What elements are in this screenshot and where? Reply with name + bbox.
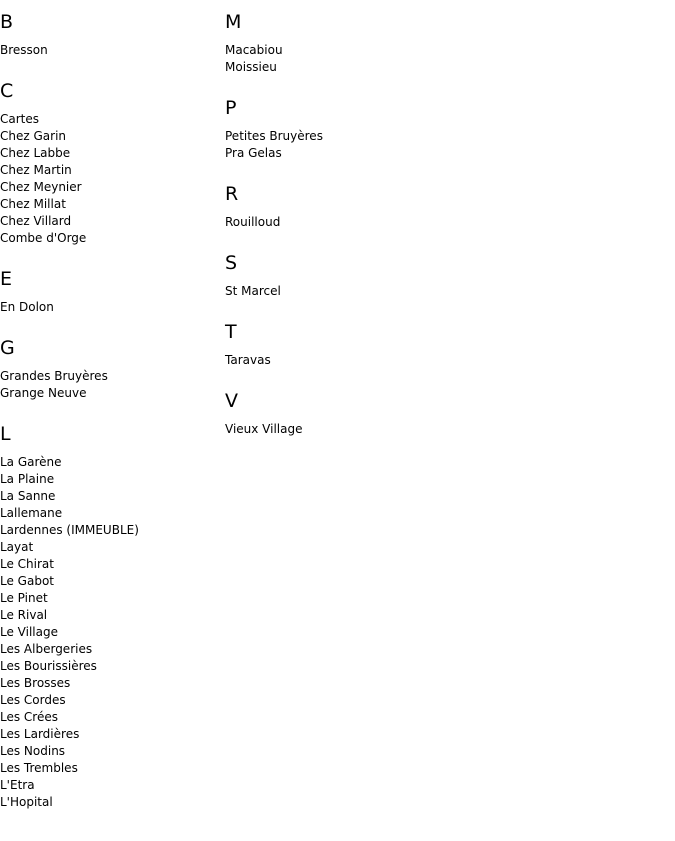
- letter-heading: V: [225, 390, 238, 412]
- place-list: [0, 111, 220, 247]
- place-link[interactable]: Le Rival: [0, 608, 48, 622]
- letter-heading: C: [0, 80, 14, 102]
- letter-heading: M: [225, 11, 242, 33]
- place-link[interactable]: L'Hopital: [0, 795, 53, 809]
- place-list: [225, 283, 445, 300]
- place-link[interactable]: Chez Millat: [0, 197, 66, 211]
- place-link[interactable]: Rouilloud: [225, 215, 281, 229]
- letter-heading: G: [0, 337, 15, 359]
- letter-group-s: [225, 252, 445, 300]
- place-link[interactable]: L'Etra: [0, 778, 35, 792]
- place-link[interactable]: Le Village: [0, 625, 58, 639]
- place-link[interactable]: Les Crées: [0, 710, 58, 724]
- place-link[interactable]: Macabiou: [225, 43, 283, 57]
- place-link[interactable]: St Marcel: [225, 284, 281, 298]
- letter-group-v: [225, 390, 445, 438]
- place-link[interactable]: Chez Villard: [0, 214, 72, 228]
- place-link[interactable]: Cartes: [0, 112, 40, 126]
- place-list: [225, 352, 445, 369]
- place-link[interactable]: Le Pinet: [0, 591, 48, 605]
- place-link[interactable]: En Dolon: [0, 300, 54, 314]
- place-link[interactable]: La Garène: [0, 455, 62, 469]
- place-link[interactable]: Les Nodins: [0, 744, 66, 758]
- place-list: [225, 421, 445, 438]
- place-link[interactable]: Combe d'Orge: [0, 231, 87, 245]
- letter-group-e: [0, 268, 220, 316]
- place-link[interactable]: Pra Gelas: [225, 146, 282, 160]
- letter-group-m: [225, 11, 445, 76]
- letter-group-t: [225, 321, 445, 369]
- place-list: [0, 368, 220, 402]
- place-link[interactable]: Grandes Bruyères: [0, 369, 108, 383]
- place-list: [225, 214, 445, 231]
- place-link[interactable]: Les Trembles: [0, 761, 78, 775]
- place-list: [0, 454, 220, 811]
- place-link[interactable]: Les Brosses: [0, 676, 71, 690]
- place-link[interactable]: Lardennes (IMMEUBLE): [0, 523, 139, 537]
- letter-heading: S: [225, 252, 238, 274]
- letter-group-g: [0, 337, 220, 402]
- place-link[interactable]: La Sanne: [0, 489, 56, 503]
- letter-group-l: [0, 423, 220, 811]
- place-list: [225, 42, 445, 76]
- place-link[interactable]: Grange Neuve: [0, 386, 87, 400]
- place-list: [225, 128, 445, 162]
- index-column-right: [225, 11, 445, 459]
- place-link[interactable]: Les Albergeries: [0, 642, 93, 656]
- place-link[interactable]: Bresson: [0, 43, 48, 57]
- letter-group-b: [0, 11, 220, 59]
- place-link[interactable]: Vieux Village: [225, 422, 303, 436]
- place-link[interactable]: Chez Labbe: [0, 146, 71, 160]
- place-link[interactable]: La Plaine: [0, 472, 55, 486]
- letter-group-r: [225, 183, 445, 231]
- letter-group-c: [0, 80, 220, 247]
- place-link[interactable]: Chez Garin: [0, 129, 67, 143]
- place-link[interactable]: Chez Martin: [0, 163, 72, 177]
- place-link[interactable]: Lallemane: [0, 506, 63, 520]
- letter-heading: L: [0, 423, 11, 445]
- place-link[interactable]: Le Chirat: [0, 557, 54, 571]
- place-link[interactable]: Les Bourissières: [0, 659, 97, 673]
- letter-heading: R: [225, 183, 239, 205]
- letter-heading: P: [225, 97, 237, 119]
- letter-heading: B: [0, 11, 14, 33]
- place-link[interactable]: Taravas: [225, 353, 271, 367]
- letter-group-p: [225, 97, 445, 162]
- place-link[interactable]: Moissieu: [225, 60, 277, 74]
- letter-heading: T: [225, 321, 237, 343]
- index-column-left: [0, 11, 220, 832]
- place-link[interactable]: Chez Meynier: [0, 180, 82, 194]
- place-link[interactable]: Le Gabot: [0, 574, 54, 588]
- place-list: [0, 42, 220, 59]
- letter-heading: E: [0, 268, 13, 290]
- place-link[interactable]: Les Cordes: [0, 693, 66, 707]
- place-link[interactable]: Les Lardières: [0, 727, 80, 741]
- place-link[interactable]: Petites Bruyères: [225, 129, 323, 143]
- place-link[interactable]: Layat: [0, 540, 34, 554]
- place-list: [0, 299, 220, 316]
